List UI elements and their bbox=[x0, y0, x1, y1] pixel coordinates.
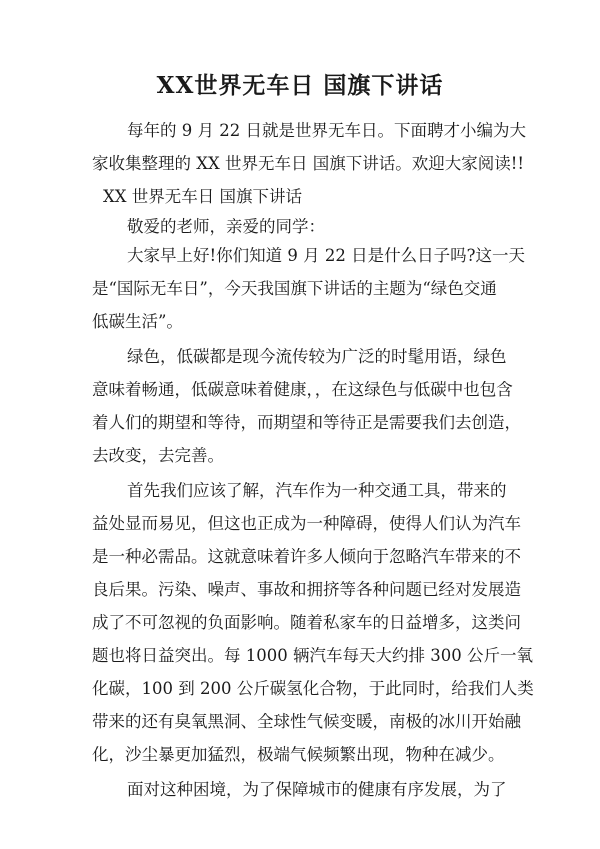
paragraph-line: 良后果。污染、噪声、事故和拥挤等各种问题已经对发展造 bbox=[92, 580, 521, 599]
paragraph-line: 化，沙尘暴更加猛烈，极端气候频繁出现，物种在减少。 bbox=[92, 745, 505, 764]
paragraph-line: 首先我们应该了解，汽车作为一种交通工具，带来的 bbox=[127, 481, 507, 500]
paragraph-line: 题也将日益突出。每 1000 辆汽车每天大约排 300 公斤一氧 bbox=[92, 646, 533, 665]
paragraph-line: 带来的还有臭氧黑洞、全球性气候变暖，南极的冰川开始融 bbox=[92, 712, 521, 731]
speech-heading: XX 世界无车日 国旗下讲话 bbox=[103, 187, 302, 206]
intro-line: 家收集整理的 XX 世界无车日 国旗下讲话。欢迎大家阅读!! bbox=[92, 154, 524, 173]
paragraph-line: 面对这种困境，为了保障城市的健康有序发展，为了 bbox=[127, 780, 507, 799]
paragraph-line: 益处显而易见，但这也正成为一种障碍，使得人们认为汽车 bbox=[92, 514, 521, 533]
paragraph-line: 着人们的期望和等待，而期望和等待正是需要我们去创造， bbox=[92, 413, 521, 432]
paragraph-line: 是“国际无车日”，今天我国旗下讲话的主题为“绿色交通 bbox=[92, 279, 497, 298]
paragraph-line: 绿色，低碳都是现今流传较为广泛的时髦用语，绿色 bbox=[127, 347, 507, 366]
intro-line: 每年的 9 月 22 日就是世界无车日。下面聘才小编为大 bbox=[127, 121, 526, 140]
paragraph-line: 大家早上好!你们知道 9 月 22 日是什么日子吗?这一天 bbox=[127, 246, 525, 265]
paragraph-line: 低碳生活”。 bbox=[92, 312, 183, 331]
document-title: XX世界无车日 国旗下讲话 bbox=[156, 72, 444, 99]
greeting: 敬爱的老师，亲爱的同学： bbox=[127, 217, 325, 236]
paragraph-line: 化碳，100 到 200 公斤碳氢化合物，于此同时，给我们人类 bbox=[92, 679, 534, 698]
paragraph-line: 是一种必需品。这就意味着许多人倾向于忽略汽车带来的不 bbox=[92, 547, 521, 566]
paragraph-line: 去改变，去完善。 bbox=[92, 446, 224, 465]
paragraph-line: 成了不可忽视的负面影响。随着私家车的日益增多，这类问 bbox=[92, 613, 521, 632]
paragraph-line: 意味着畅通，低碳意味着健康，，在这绿色与低碳中也包含 bbox=[92, 380, 513, 399]
